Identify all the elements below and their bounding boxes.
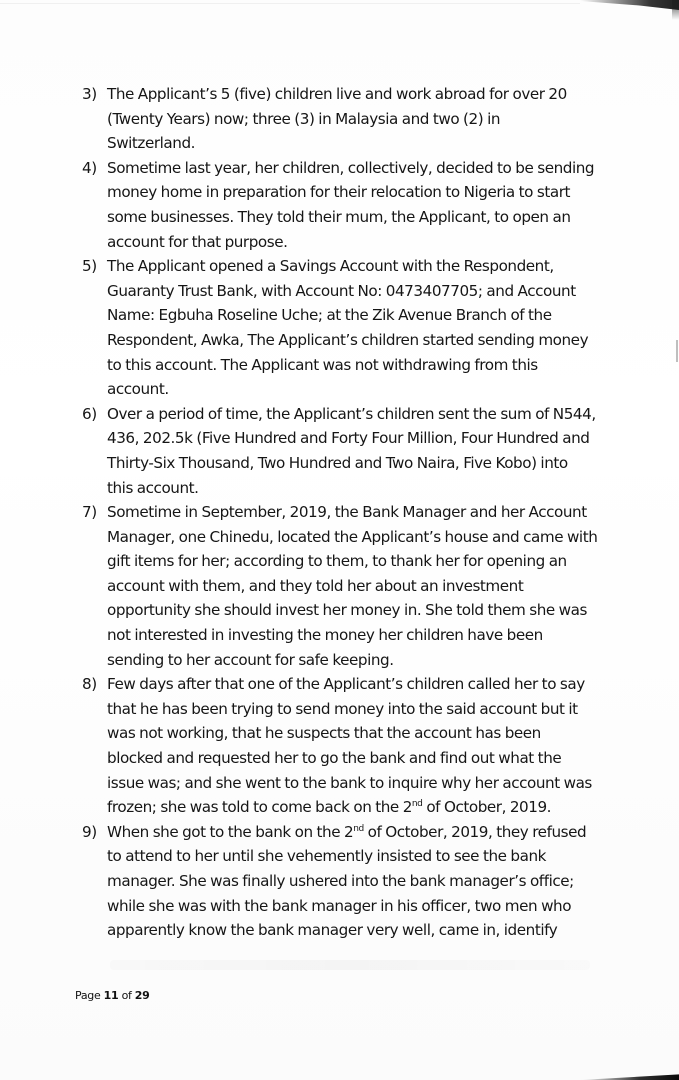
text-line: Switzerland. (107, 134, 196, 153)
paragraph-number: 8) (82, 675, 97, 694)
text-line: some businesses. They told their mum, the Applicant, to open an (107, 207, 571, 226)
text-line: manager. She was finally ushered into the bank manager’s office; (107, 872, 574, 890)
text-line: Over a period of time, the Applicant’s children sent the sum of N544, (107, 404, 596, 423)
text-line: account. (107, 380, 169, 399)
text-line: this account. (107, 478, 199, 497)
text-line: account with them, and they told her about an investment (107, 576, 524, 595)
paragraph-number: 6) (82, 404, 97, 423)
text-line: The Applicant’s 5 (five) children live and work abroad for over 20 (107, 85, 567, 103)
text-line: Thirty-Six Thousand, Two Hundred and Two Naira, Five Kobo) into (107, 453, 568, 472)
ordinal-suffix: nd (353, 823, 364, 834)
text-line: gift items for her; according to them, to thank her for opening an (107, 552, 567, 571)
text-line: issue was; and she went to the bank to inquire why her account was (107, 773, 592, 792)
text-line: not interested in investing the money her children have been (107, 626, 543, 645)
text-line: Manager, one Chinedu, located the Applicant’s house and came with (107, 527, 598, 546)
paragraph-number: 7) (82, 503, 97, 522)
text-line: to this account. The Applicant was not withdrawing from this (107, 355, 538, 374)
text-line: account for that purpose. (107, 232, 288, 251)
text-line (107, 795, 602, 820)
text-line: money home in preparation for their relocation to Nigeria to start (107, 183, 570, 202)
total-pages: 29 (134, 989, 150, 1002)
text-line: The Applicant opened a Savings Account with the Respondent, (107, 257, 554, 276)
text-line: 436, 202.5k (Five Hundred and Forty Four Million, Four Hundred and (107, 429, 590, 448)
text-fragment: of October, 2019. (422, 798, 552, 817)
current-page: 11 (103, 989, 119, 1002)
text-line: that he has been trying to send money into the said account but it (107, 699, 578, 718)
paragraph-number: 4) (82, 158, 97, 177)
paragraph-8 (82, 672, 602, 820)
scan-shadow-bottom (580, 1072, 679, 1080)
numbered-paragraphs (82, 82, 602, 943)
text-fragment: When she got to the bank on the 2 (107, 822, 354, 841)
text-line: Sometime last year, her children, collectively, decided to be sending (107, 158, 595, 177)
page-number-footer (75, 989, 150, 1002)
text-line: sending to her account for safe keeping. (107, 650, 394, 669)
text-line: Sometime in September, 2019, the Bank Manager and her Account (107, 503, 587, 522)
paragraph-6 (82, 402, 602, 500)
paragraph-number: 3) (82, 85, 97, 103)
scan-shadow-corner (672, 0, 679, 20)
text-line: was not working, that he suspects that the account has been (107, 724, 541, 743)
text-line: Guaranty Trust Bank, with Account No: 0473407705; and Account (107, 281, 576, 300)
text-line: to attend to her until she vehemently insisted to see the bank (107, 847, 546, 866)
document-body (82, 82, 602, 943)
paragraph-7 (82, 500, 602, 672)
bleed-through-text (110, 960, 590, 970)
paragraph-9 (82, 820, 602, 943)
paragraph-3 (82, 82, 602, 156)
scan-shadow-top (580, 0, 679, 10)
scan-edge-line (0, 3, 580, 4)
paragraph-5 (82, 254, 602, 402)
text-line: while she was with the bank manager in his officer, two men who (107, 896, 572, 915)
scan-margin-mark (676, 340, 678, 362)
text-fragment: of October, 2019, they refused (363, 822, 587, 841)
text-line: Few days after that one of the Applicant’s children called her to say (107, 675, 585, 694)
paragraph-4 (82, 156, 602, 254)
text-line: Name: Egbuha Roseline Uche; at the Zik Avenue Branch of the (107, 306, 552, 325)
text-fragment: frozen; she was told to come back on the 2 (107, 798, 412, 817)
text-line (107, 820, 602, 845)
text-line: opportunity she should invest her money in. She told them she was (107, 601, 587, 620)
text-line: apparently know the bank manager very well, came in, identify (107, 921, 558, 940)
paragraph-number: 5) (82, 257, 97, 276)
of-label: of (121, 989, 132, 1002)
paragraph-number: 9) (82, 822, 97, 841)
ordinal-suffix: nd (411, 799, 423, 810)
text-line: blocked and requested her to go the bank and find out what the (107, 749, 562, 768)
text-line: Respondent, Awka, The Applicant’s children started sending money (107, 330, 589, 349)
page-label: Page (75, 989, 101, 1002)
text-line: (Twenty Years) now; three (3) in Malaysia and two (2) in (107, 109, 501, 128)
